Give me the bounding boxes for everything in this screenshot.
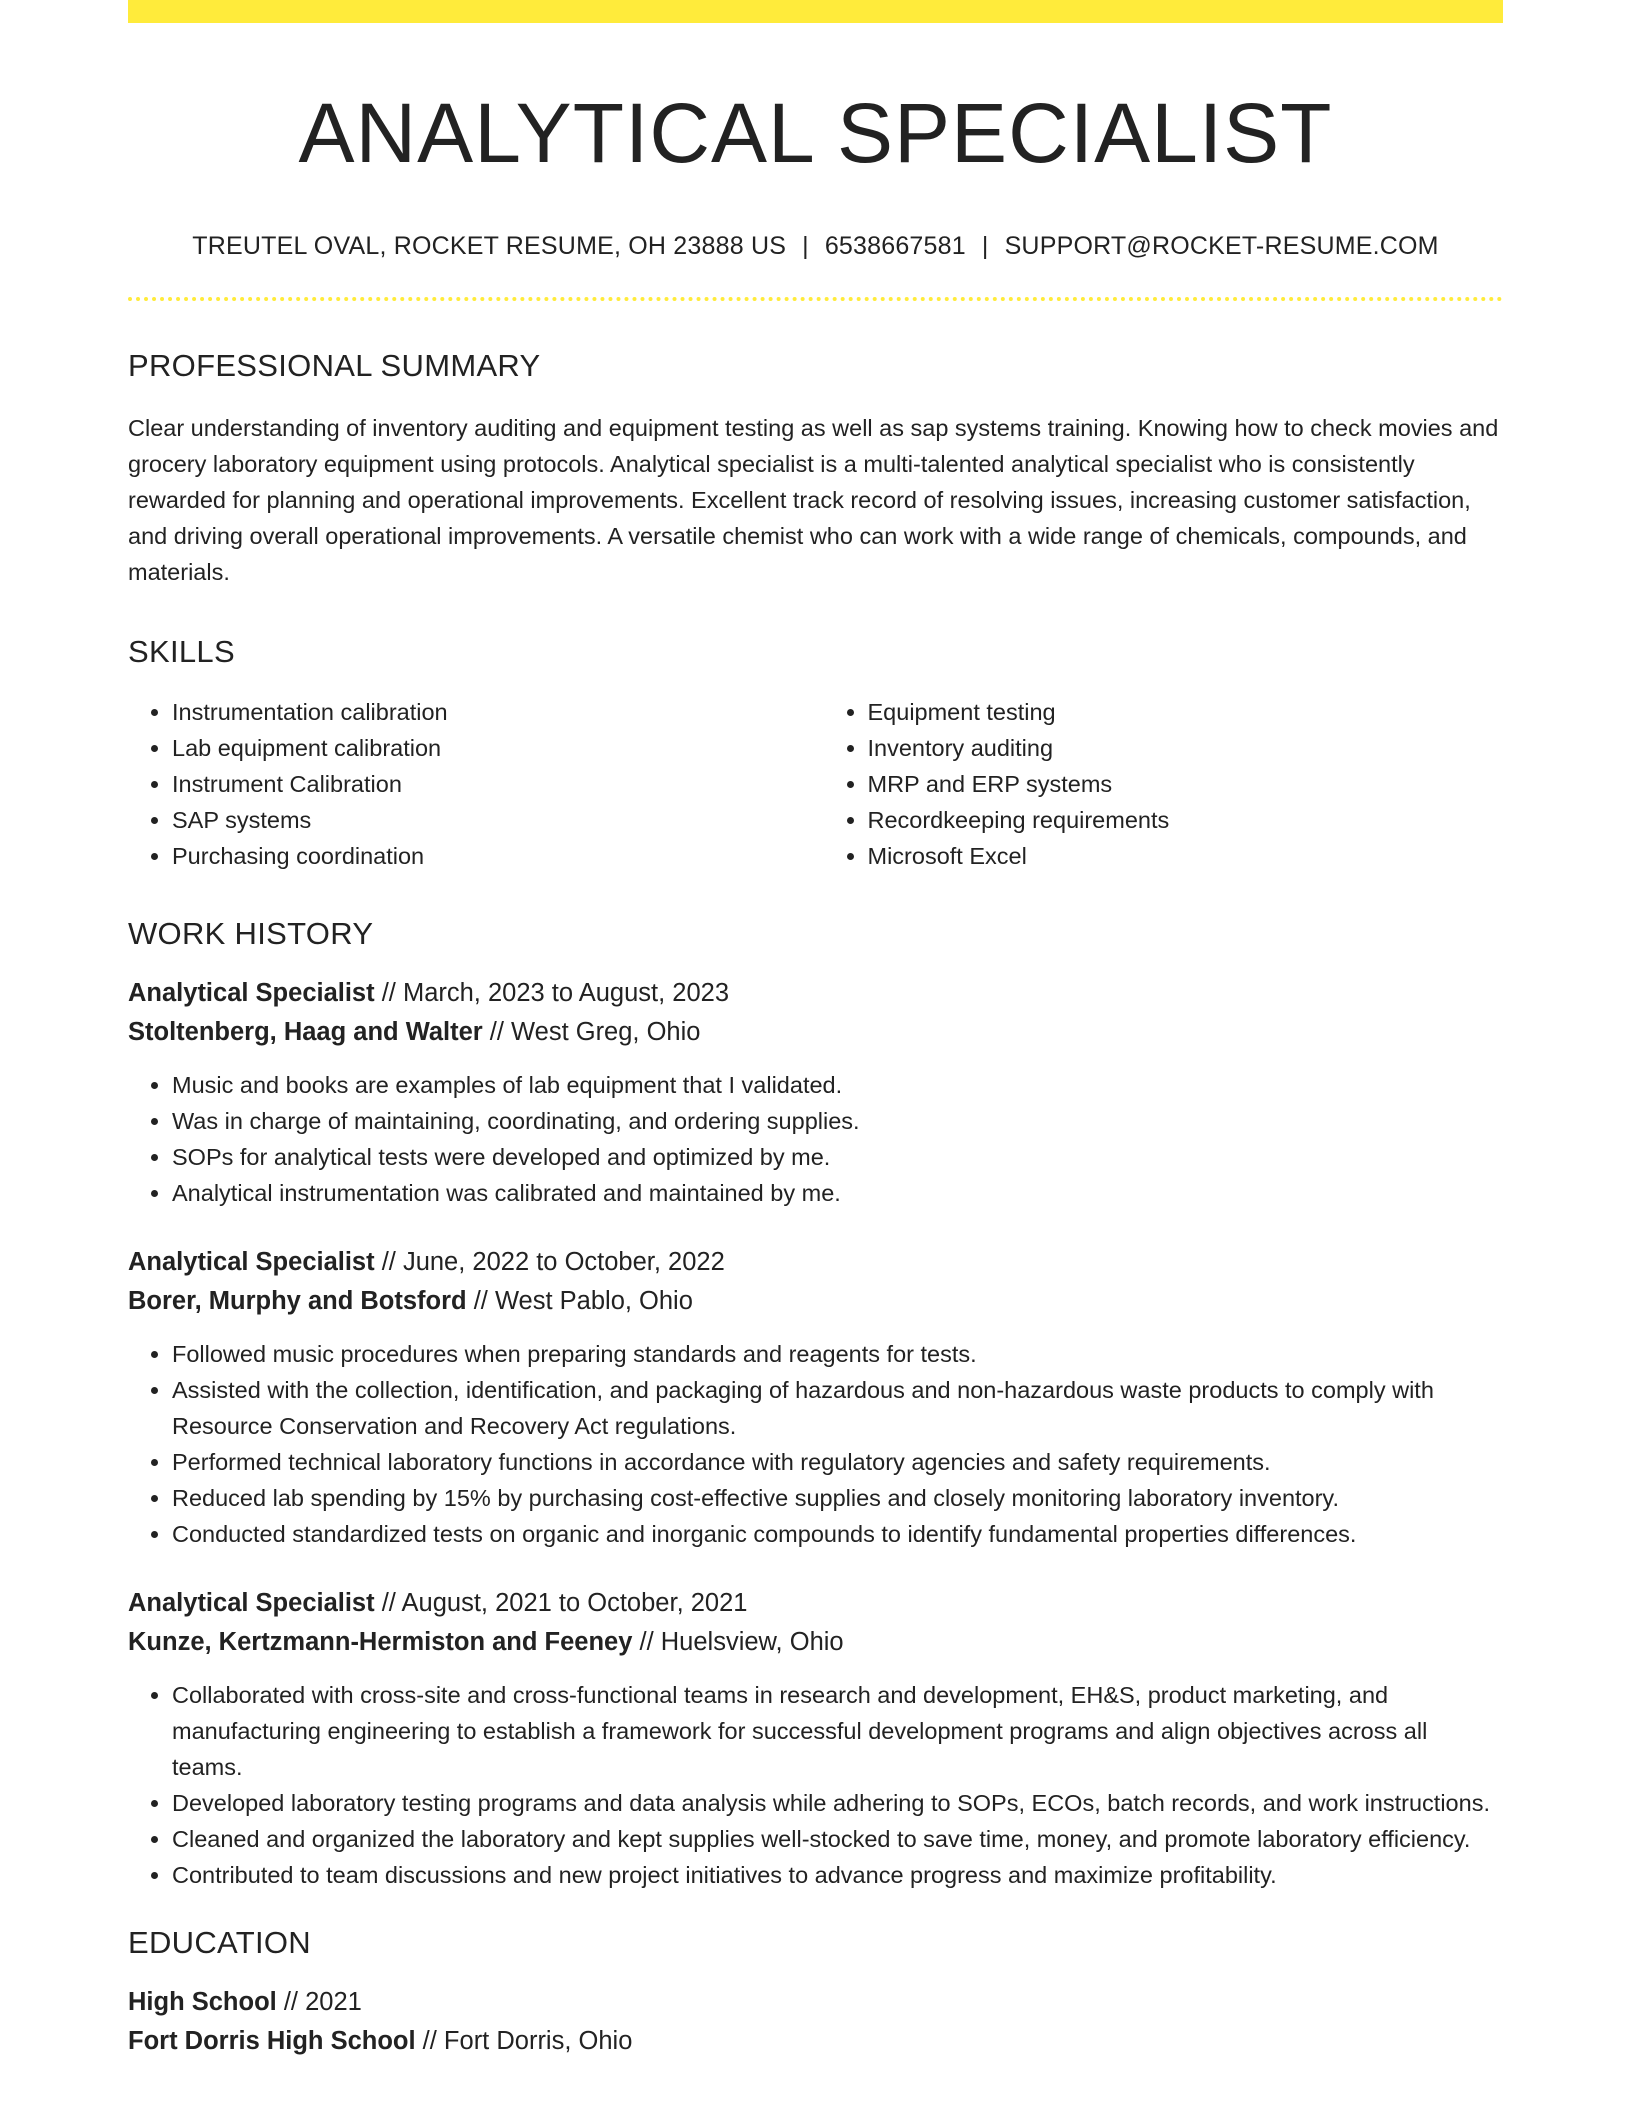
contact-phone: 6538667581 (824, 231, 966, 260)
skill-item: • Equipment testing (868, 694, 1504, 730)
job-title: Analytical Specialist (128, 1588, 375, 1617)
education-heading: EDUCATION (128, 1924, 311, 1960)
job-company-line (128, 1623, 1503, 1662)
job-company: Stoltenberg, Haag and Walter (128, 1017, 483, 1046)
job-title-line (128, 1243, 1503, 1282)
education-school-line (128, 2022, 1503, 2061)
skills-heading: SKILLS (128, 633, 235, 669)
skills-list-right (816, 694, 1504, 874)
skill-item: • Instrumentation calibration (172, 694, 816, 730)
contact-address: TREUTEL OVAL, ROCKET RESUME, OH 23888 US (192, 231, 787, 260)
job-dates: // August, 2021 to October, 2021 (374, 1588, 748, 1617)
job-bullet: • SOPs for analytical tests were developed and optimized by me. (172, 1139, 1503, 1175)
job-bullet: • Developed laboratory testing programs and data analysis while adhering to SOPs, ECOs, batch records, and work instructions. (172, 1785, 1503, 1821)
summary-heading: PROFESSIONAL SUMMARY (128, 347, 541, 383)
education-degree-line (128, 1983, 1503, 2022)
job-bullet: • Cleaned and organized the laboratory and kept supplies well-stocked to save time, money, and promote laboratory efficiency. (172, 1821, 1503, 1857)
job-bullet: • Collaborated with cross-site and cross-functional teams in research and development, EH&S, product marketing, and manufacturing engineering to establish a framework for successful development programs and align objectives across all teams. (172, 1677, 1503, 1785)
job-bullet: • Followed music procedures when preparing standards and reagents for tests. (172, 1336, 1503, 1372)
resume-page (128, 0, 1503, 2061)
job-bullets (128, 1067, 1503, 1211)
summary-section (128, 348, 1503, 590)
job-dates: // June, 2022 to October, 2022 (374, 1247, 725, 1276)
skills-columns (128, 694, 1503, 874)
job-title-line (128, 974, 1503, 1013)
job-location: // West Greg, Ohio (482, 1017, 701, 1046)
skill-item: • Instrument Calibration (172, 766, 816, 802)
contact-separator: | (802, 231, 809, 260)
skills-list-left (128, 694, 816, 874)
job-bullet: • Analytical instrumentation was calibrated and maintained by me. (172, 1175, 1503, 1211)
education-year: // 2021 (276, 1987, 362, 2016)
dotted-divider (128, 297, 1503, 301)
education-school: Fort Dorris High School (128, 2026, 416, 2055)
job-entry (128, 974, 1503, 1211)
accent-top-bar (128, 0, 1503, 23)
job-entry (128, 1243, 1503, 1552)
job-title: Analytical Specialist (128, 978, 375, 1007)
education-section (128, 1925, 1503, 2061)
job-bullet: • Music and books are examples of lab equipment that I validated. (172, 1067, 1503, 1103)
job-location: // Huelsview, Ohio (632, 1627, 844, 1656)
skill-item: • Inventory auditing (868, 730, 1504, 766)
education-degree: High School (128, 1987, 277, 2016)
skill-item: • MRP and ERP systems (868, 766, 1504, 802)
job-bullets (128, 1336, 1503, 1552)
skill-item: • Recordkeeping requirements (868, 802, 1504, 838)
job-company-line (128, 1013, 1503, 1052)
work-history-section (128, 916, 1503, 1893)
job-dates: // March, 2023 to August, 2023 (374, 978, 730, 1007)
job-location: // West Pablo, Ohio (466, 1286, 693, 1315)
contact-line (128, 232, 1503, 261)
skill-item: • Purchasing coordination (172, 838, 816, 874)
job-entry (128, 1584, 1503, 1893)
contact-separator: | (981, 231, 989, 260)
job-company: Kunze, Kertzmann-Hermiston and Feeney (128, 1627, 633, 1656)
job-company-line (128, 1282, 1503, 1321)
education-location: // Fort Dorris, Ohio (415, 2026, 633, 2055)
job-bullet: • Assisted with the collection, identification, and packaging of hazardous and non-hazardous waste products to comply with Resource Conservation and Recovery Act regulations. (172, 1372, 1503, 1444)
skill-item: • Microsoft Excel (868, 838, 1504, 874)
job-title-line (128, 1584, 1503, 1623)
skill-item: • Lab equipment calibration (172, 730, 816, 766)
work-history-heading: WORK HISTORY (128, 915, 374, 951)
job-title: Analytical Specialist (128, 1247, 375, 1276)
job-bullets (128, 1677, 1503, 1893)
job-bullet: • Performed technical laboratory functions in accordance with regulatory agencies and safety requirements. (172, 1444, 1503, 1480)
education-entry (128, 1983, 1503, 2061)
job-company: Borer, Murphy and Botsford (128, 1286, 467, 1315)
job-bullet: • Reduced lab spending by 15% by purchasing cost-effective supplies and closely monitoring laboratory inventory. (172, 1480, 1503, 1516)
job-bullet: • Conducted standardized tests on organic and inorganic compounds to identify fundamental properties differences. (172, 1516, 1503, 1552)
job-bullet: • Was in charge of maintaining, coordinating, and ordering supplies. (172, 1103, 1503, 1139)
skills-section (128, 634, 1503, 874)
skill-item: • SAP systems (172, 802, 816, 838)
resume-title: ANALYTICAL SPECIALIST (298, 86, 1333, 180)
job-bullet: • Contributed to team discussions and new project initiatives to advance progress and maximize profitability. (172, 1857, 1503, 1893)
contact-email: SUPPORT@ROCKET-RESUME.COM (1004, 231, 1439, 260)
summary-text: Clear understanding of inventory auditing and equipment testing as well as sap systems training. Knowing how to check movies and grocery laboratory equipment using protocols. Analytical specialist is a multi-talented analytical specialist who is consistently rewarded for planning and operational improvements. Excellent track record of resolving issues, increasing customer satisfaction, and driving overall operational improvements. A versatile chemist who can work with a wide range of chemicals, compounds, and materials. (128, 414, 1499, 585)
